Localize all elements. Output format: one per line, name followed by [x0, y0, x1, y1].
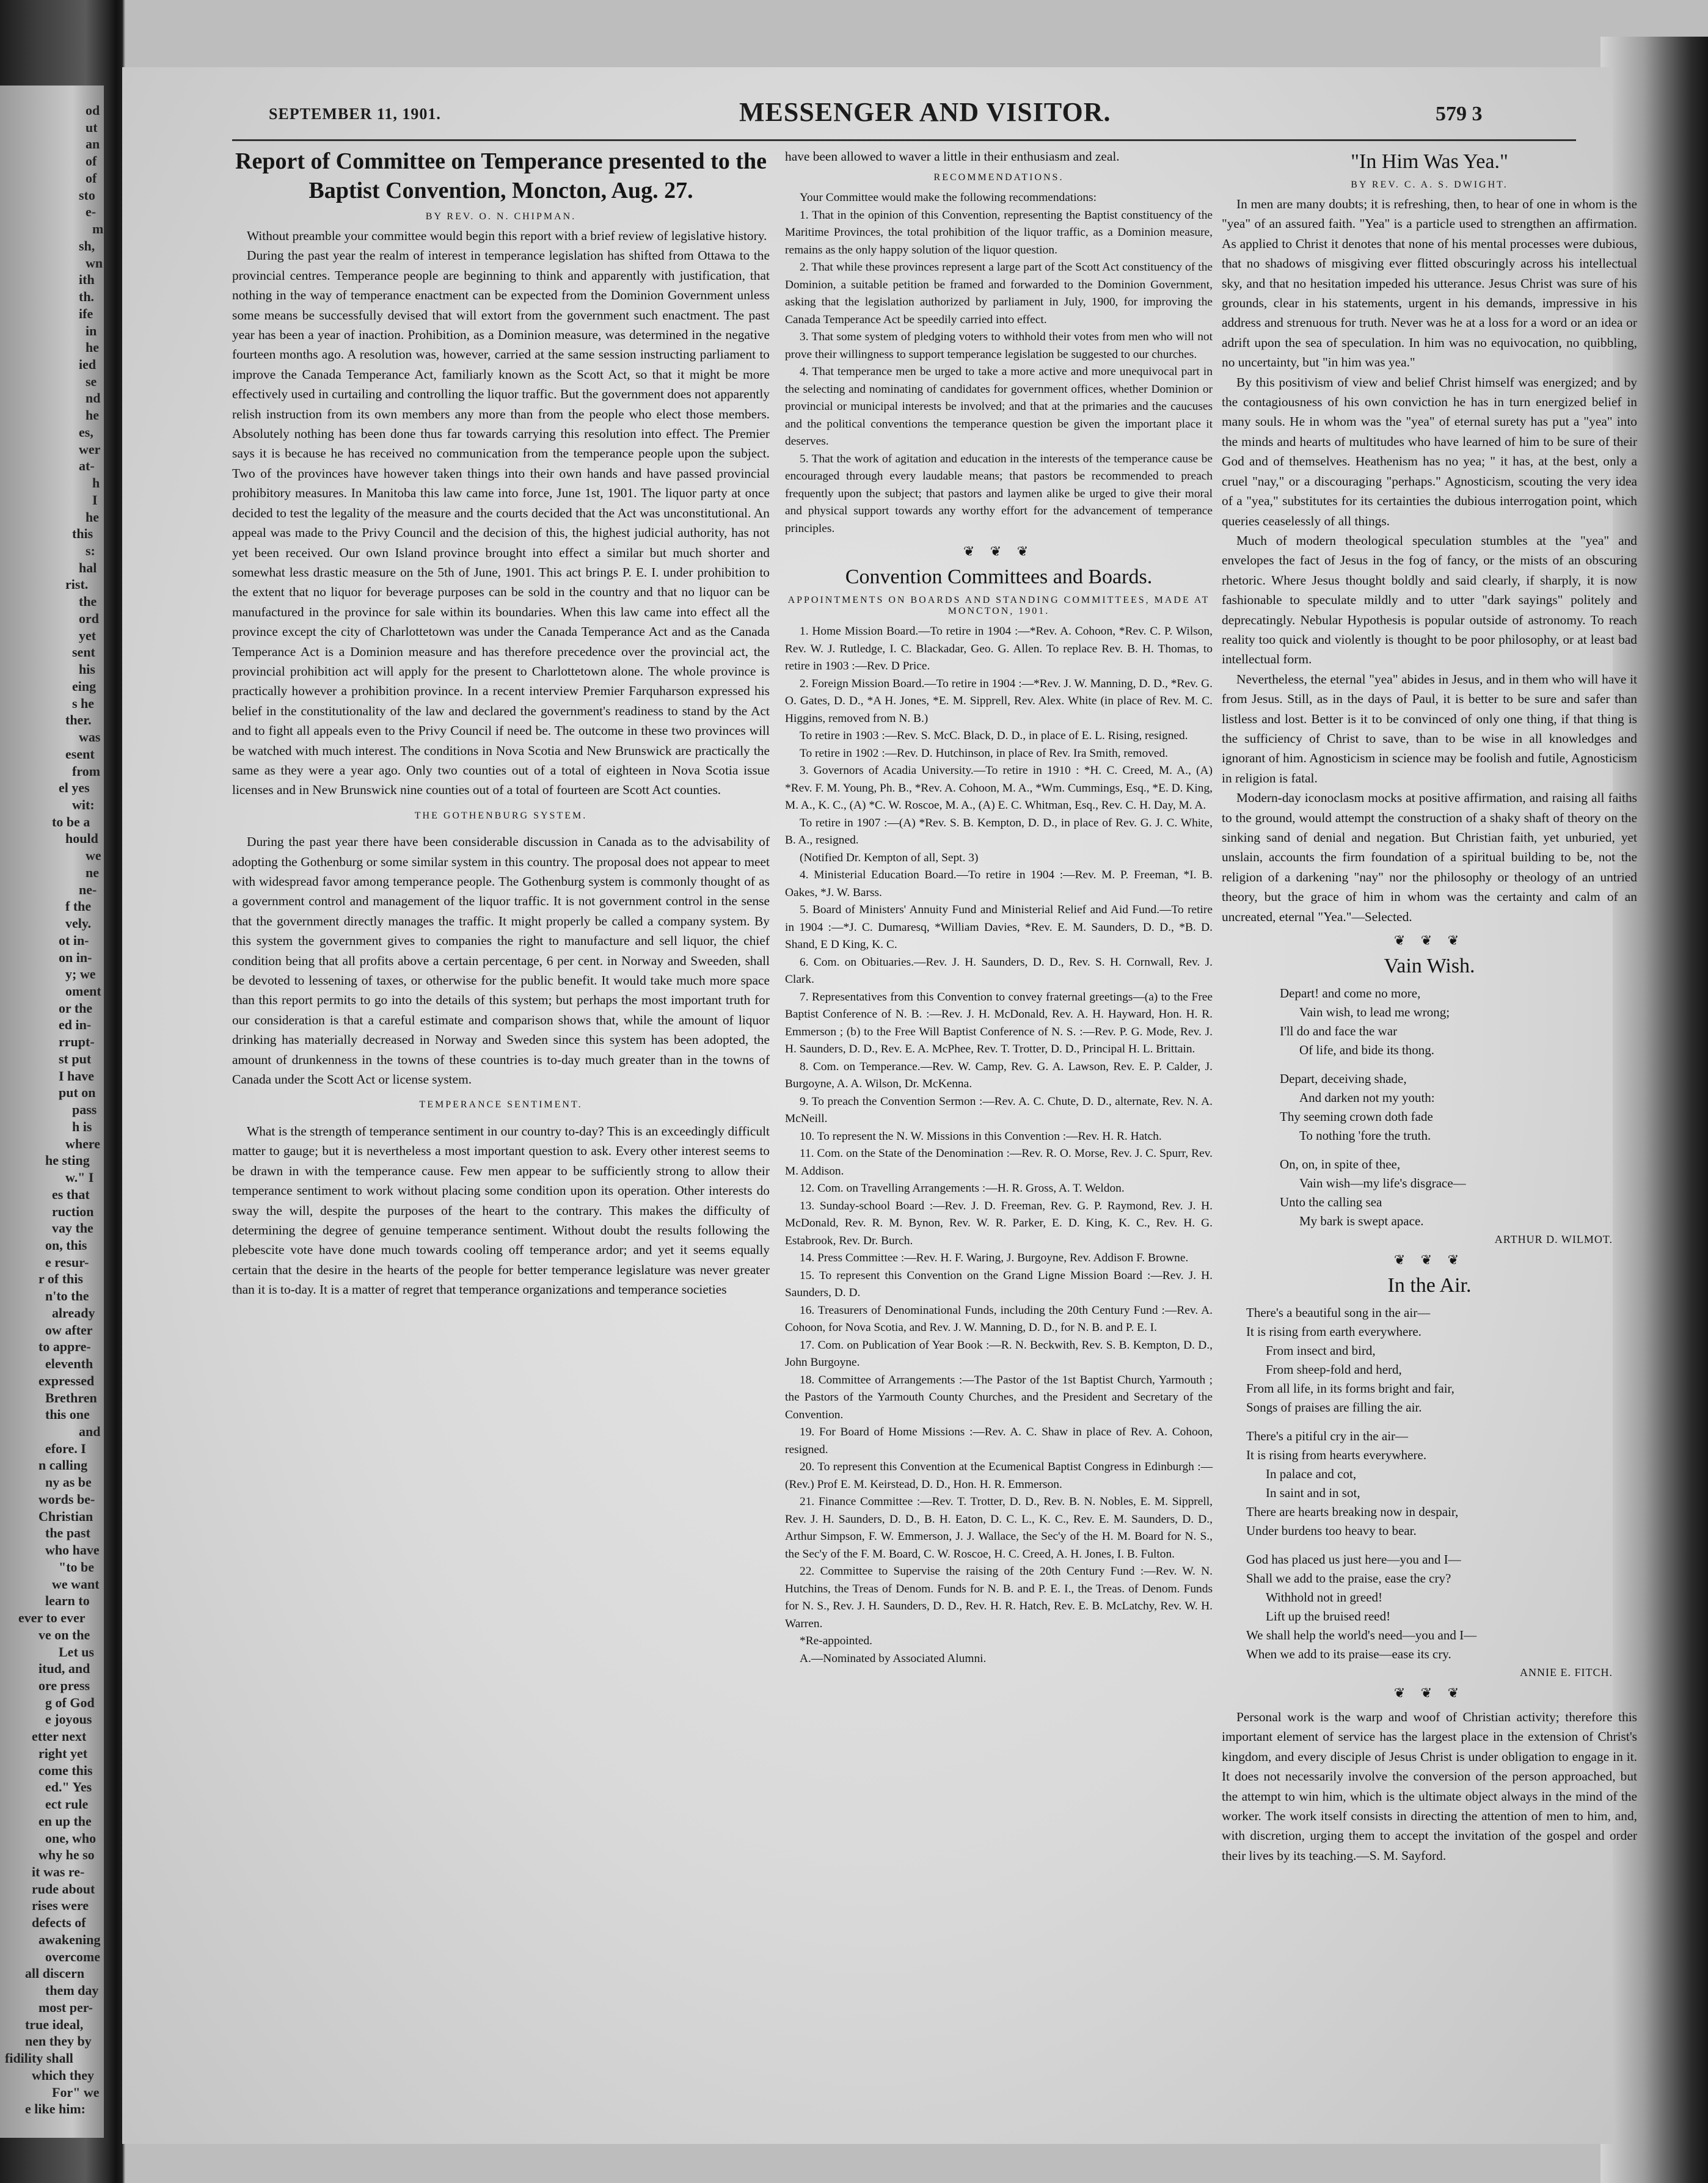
poem-line: Of life, and bide its thong. — [1299, 1043, 1435, 1058]
fragment-text: we want — [52, 1576, 100, 1592]
poem-line: It is rising from earth everywhere. — [1246, 1324, 1422, 1339]
fragment-text: one, who — [45, 1831, 97, 1846]
fragment-text: ith — [79, 272, 95, 287]
poem-line: Unto the calling sea — [1280, 1195, 1382, 1210]
fragment-text: "to be — [59, 1559, 95, 1575]
poem-line: Depart! and come no more, — [1280, 986, 1421, 1001]
poem-in-the-air — [1246, 1303, 1637, 1664]
poem-stanza — [1280, 984, 1637, 1060]
fragment-text: expressed — [38, 1373, 95, 1388]
list-item: 7. Representatives from this Convention to convey fraternal greetings—(a) to the Free Baptist Conference of N. B. :—Rev. J. H. McDonald, Rev. A. H. Hayward, Hon. H. R. Emmerson ; (b) to the Free Will Baptist Conference of N. S. :—Rev. P. G. Mode, Rev. J. H. Saunders, D. D., Rev. E. A. McPhee, Rev. T. Trotter, D. D., Principal H. L. Brittain. — [785, 990, 1213, 1056]
fragment-text: who have — [45, 1542, 100, 1558]
list-item: To retire in 1903 :—Rev. S. McC. Black, D. D., in place of E. L. Rising, resigned. — [800, 729, 1188, 743]
paragraph: Much of modern theological speculation stumbles at the "yea" and envelopes the fact of Jesus in the fog of fancy, or the mists of an obscuring rhetoric. Where Jesus thought boldly and said clearly, if sharply, it is now fashionable to speculate mildly and to utter "dark sayings" politely and deprecatingly. Nebular Hypothesis is popular outside of astronomy. To reach reality too quick and violently is thought to be poor philosophy, or at least bad intellectual form. — [1222, 533, 1637, 667]
fragment-text: For" we — [52, 2085, 100, 2100]
fragment-text: the — [79, 594, 97, 609]
adjacent-page-fragment — [0, 86, 104, 2138]
poem-line: There are hearts breaking now in despair, — [1246, 1504, 1459, 1520]
fragment-text: ever to ever — [18, 1610, 86, 1625]
article-title: Report of Committee on Temperance presented to the Baptist Convention, Moncton, Aug. 27. — [235, 148, 767, 203]
fragment-text: e like him: — [25, 2101, 86, 2116]
list-item: 18. Committee of Arrangements :—The Pastor of the 1st Baptist Church, Yarmouth ; the Pastors of the Yarmouth County Churches, and the President and Secretary of the Convention. — [785, 1373, 1213, 1421]
fragment-text: h — [92, 475, 100, 490]
list-item: 2. Foreign Mission Board.—To retire in 1904 :—*Rev. J. W. Manning, D. D., *Rev. G. O. Gates, D. D., *A H. Jones, *E. M. Sipprell, Rev. Alex. White (in place of Rev. M. C. Higgins, removed from N. B.) — [785, 677, 1213, 725]
column-temperance-report — [232, 147, 770, 1300]
fragment-text: them day — [45, 1983, 99, 1998]
fragment-text: ne- — [79, 882, 97, 897]
list-item: 3. That some system of pledging voters to withhold their votes from men who will not prove their willingness to support temperance legislation be suggested to our churches. — [785, 330, 1213, 361]
fragment-text: in — [86, 323, 97, 338]
poem-line: To nothing 'fore the truth. — [1299, 1128, 1431, 1143]
list-item: 6. Com. on Obituaries.—Rev. J. H. Saunders, D. D., Rev. S. H. Cornwall, Rev. J. Clark. — [785, 955, 1213, 986]
list-item: 22. Committee to Supervise the raising of the 20th Century Fund :—Rev. W. N. Hutchins, the Treas of Denom. Funds for N. B. and P. E. I., the Treas. of Denom. Funds for N. S., Rev. J. H. Saunders, D. D., Rev. H. R. Hatch, Rev. E. B. McLatchy, Rev. W. H. Warren. — [785, 1565, 1213, 1630]
poem-author: ARTHUR D. WILMOT. — [1494, 1233, 1613, 1246]
poem-stanza — [1246, 1427, 1637, 1540]
list-item: 19. For Board of Home Missions :—Rev. A. C. Shaw in place of Rev. A. Cohoon, resigned. — [785, 1426, 1213, 1456]
fragment-text: all discern — [25, 1966, 85, 1981]
fragment-text: vay the — [52, 1220, 93, 1236]
poem-line: In saint and in sot, — [1266, 1485, 1360, 1501]
paragraph: Personal work is the warp and woof of Christian activity; therefore this important element of service has the largest place in the extension of Christ's kingdom, and every disciple of Jesus Christ is under obligation to engage in it. It does not necessarily involve the conversion of the person approached, but the attempt to win him, which is the ultimate object always in the mind of the worker. The work itself consists in directing the attention of men to him, and, with discretion, urging them to accept the invitation of the gospel and order their lives by its teaching.—S. M. Sayford. — [1222, 1710, 1637, 1863]
fragment-text: eleventh — [45, 1356, 93, 1371]
poem-line: From sheep-fold and herd, — [1266, 1362, 1402, 1377]
fragment-text: ther. — [65, 712, 92, 727]
fragment-text: ruction — [52, 1204, 94, 1219]
poem-line: In palace and cot, — [1266, 1467, 1357, 1482]
paragraph: What is the strength of temperance sentiment in our country to-day? This is an exceedingly difficult matter to gauge; but it is nevertheless a most important question to ask. Every other interest seems to be drawn in with the temperance cause. Few men appear to be sufficiently strong to allow their temperance sentiment to work without placing some condition upon its operation. Other interests do sway the will, despite the purposes of the heart to the contrary. This makes the difficulty of determining the degree of genuine temperance sentiment. Without doubt the results following the plebescite vote have done much towards cooling off temperance ardor; and yet it seems equally certain that the desire in the hearts of the people for better temperance legislature was never greater than it is to-day. It is a matter of regret that temperance organizations and temperance societies — [232, 1123, 770, 1297]
fragment-text: m — [92, 221, 104, 236]
fragment-text: to appre- — [38, 1339, 91, 1354]
fragment-text: e resur- — [45, 1255, 89, 1270]
fragment-text: yet — [79, 628, 97, 643]
section-heading: RECOMMENDATIONS. — [933, 172, 1064, 183]
fragment-text: nd — [86, 390, 101, 406]
fragment-text: vely. — [65, 916, 92, 931]
fragment-text: from — [72, 764, 101, 779]
column-in-him-was-yea — [1222, 147, 1637, 1865]
fragment-text: w." I — [65, 1170, 94, 1185]
poem-line: Vain wish, to lead me wrong; — [1299, 1005, 1450, 1020]
article-title: "In Him Was Yea." — [1351, 150, 1508, 173]
section-title: Convention Committees and Boards. — [845, 566, 1153, 589]
fragment-text: he — [86, 509, 99, 525]
fragment-text: ed in- — [59, 1017, 92, 1032]
newspaper-title: MESSENGER AND VISITOR. — [739, 97, 1111, 127]
poem-title: In the Air. — [1387, 1274, 1472, 1297]
fragment-text: esent — [65, 746, 95, 762]
fragment-text: e joyous — [45, 1711, 92, 1727]
article-byline: BY REV. C. A. S. DWIGHT. — [1351, 180, 1508, 190]
fragment-text: rises were — [32, 1898, 89, 1913]
poem-line: Vain wish—my life's disgrace— — [1299, 1176, 1466, 1191]
paragraph: In men are many doubts; it is refreshing, then, to hear of one in whom is the "yea" of an assured faith. "Yea" is a particle used to strengthen an affirmation. As applied to Christ it denotes that none of his mental processes were dubious, that no shadows of misgiving ever flitted obscuringly across his intellectual sky, and that no hesitation impeded his utterance. Jesus Christ was sure of his grounds, clear in his statements, urgent in his demands, impressive in his address and strenuous for truth. Never was he at a loss for a word or an idea or adrift upon the sea of speculation. In him was no equivocation, no quibbling, no uncertainty, but "in him was yea." — [1222, 197, 1637, 370]
fragment-text: right yet — [38, 1746, 88, 1761]
article-body — [1222, 194, 1637, 927]
paragraph: During the past year the realm of interest in temperance legislation has shifted from Ottawa to the provincial centres. Temperance people are beginning to think and apparently with justification, that nothing in the way of temperance enactment can be expected from the Dominion Government unless some means be successfully devised that will extort from the government such enactment. The past year has been a year of inaction. Prohibition, as a Dominion measure, was determined in the negative fourteen months ago. A resolution was, however, carried at the same session instructing parliament to improve the Canada Temperance Act, familiarly known as the Scott Act, so that it might be more effectively used in curtailing and controlling the liquor traffic. But the government does not apparently relish instruction from its own members any more than from the people who elect those members. Absolutely nothing has been done thus far towards carrying this resolution into effect. The Premier says it is because he has received no communication from the temperance people upon the subject. Two of the provinces have however taken things into their own hands and have passed provincial prohibitory measures. In Manitoba this law came into force, June 1st, 1901. The liquor party at once decided to test the legality of the measure and the courts decided that the Act was unconstitutional. An appeal was made to the Privy Council and the decision of this, the highest judicial authority, has not yet been received. Our own Island province brought into effect a similar but much shorter and somewhat less drastic measure on the 5th of June, 1901. This act brings P. E. I. under prohibition to the extent that no liquor for beverage purposes can be sold in the country and that no liquor can be manufactured in the province for sale within its boundaries. When this law came into effect all the province except the city of Charlottetown was under the Canada Temperance Act and as the Canada Temperance Act is a Dominion measure and has therefore precedence over the provincial act, the provincial prohibition act will apply for the present to Charlottetown alone. The whole province is practically however a prohibition province. In a recent interview Premier Farquharson expressed his belief in the constitutionality of the law and declared the government's readiness to stand by the Act and to fight all appeals even to the Privy Council if need be. The outcome in these two provinces will be watched with much interest. The conditions in Nova Scotia and New Brunswick are practically the same as they were a year ago. Only two counties out of a total of eighteen in Nova Scotia issue licenses and in New Brunswick nine counties out of a total of fourteen are Scott Act counties. — [232, 248, 770, 798]
fragment-text: efore. I — [45, 1441, 86, 1456]
poem-line: Lift up the bruised reed! — [1266, 1609, 1391, 1624]
fragment-text: ect rule — [45, 1796, 89, 1812]
fragment-text: rude about — [32, 1881, 95, 1897]
fragment-text: he — [86, 407, 99, 423]
fragment-text: nen they by — [25, 2033, 92, 2049]
issue-date: SEPTEMBER 11, 1901. — [269, 105, 441, 123]
fragment-text: his — [79, 661, 95, 677]
header-rule — [232, 139, 1576, 141]
article-body — [232, 226, 770, 1300]
fragment-text: Brethren — [45, 1390, 97, 1405]
fragment-text: why he so — [38, 1847, 95, 1862]
fragment-text: of — [86, 153, 97, 169]
fragment-text: st put — [59, 1051, 92, 1066]
poem-line: There's a beautiful song in the air— — [1246, 1305, 1431, 1321]
fragment-text: ot in- — [59, 933, 89, 948]
fragment-text: se — [86, 374, 97, 389]
fragment-text: this — [72, 526, 93, 541]
poem-line: From all life, in its forms bright and fair, — [1246, 1381, 1454, 1396]
list-item: 1. That in the opinion of this Convention, representing the Baptist constituency of the Maritime Provinces, the total prohibition of the liquor traffic, as a Dominion measure, remains as the only happy solution of the liquor question. — [785, 208, 1213, 257]
fragment-text: at- — [79, 458, 95, 473]
list-item: 11. Com. on the State of the Denomination :—Rev. R. O. Morse, Rev. J. C. Spurr, Rev. M. Addison. — [785, 1147, 1213, 1178]
fragment-text: wer — [79, 442, 101, 457]
poem-line: Songs of praises are filling the air. — [1246, 1400, 1422, 1415]
ornament-divider: ❦ ❦ ❦ — [963, 544, 1035, 559]
list-item: 12. Com. on Travelling Arrangements :—H. R. Gross, A. T. Weldon. — [800, 1182, 1125, 1195]
fragment-text: od — [86, 103, 100, 118]
fragment-text: overcome — [45, 1949, 100, 1964]
article-byline: BY REV. O. N. CHIPMAN. — [425, 211, 577, 222]
closing-paragraph — [1222, 1707, 1637, 1865]
poem-line: My bark is swept apace. — [1299, 1214, 1424, 1229]
fragment-text: sto — [79, 188, 95, 203]
fragment-text: f the — [65, 898, 92, 914]
poem-line: Depart, deceiving shade, — [1280, 1071, 1407, 1087]
fragment-text: learn to — [45, 1593, 90, 1608]
fragment-text: words be- — [38, 1492, 95, 1507]
fragment-text: n calling — [38, 1457, 88, 1473]
fragment-text: es that — [52, 1187, 90, 1202]
fragment-text: pass — [72, 1102, 97, 1117]
fragment-text: el yes — [59, 780, 90, 795]
fragment-text: ne — [86, 865, 99, 880]
column-recommendations — [785, 147, 1213, 1667]
poem-stanza — [1280, 1070, 1637, 1145]
masthead — [122, 67, 1613, 134]
fragment-text: on in- — [59, 950, 92, 965]
fragment-text: th. — [79, 289, 95, 304]
list-item: 1. Home Mission Board.—To retire in 1904 :—*Rev. A. Cohoon, *Rev. C. P. Wilson, Rev. W. J. Rutledge, I. C. Blackadar, Geo. G. Allen. To replace Rev. B. H. Thomas, to retire in 1903 :—Rev. D Price. — [785, 625, 1213, 673]
poem-line: I'll do and face the war — [1280, 1024, 1398, 1039]
fragment-text: awakening — [38, 1932, 101, 1947]
fragment-text: ut — [86, 120, 98, 135]
fragment-text: oment — [65, 983, 101, 999]
fragment-text: rrupt- — [59, 1034, 95, 1049]
paragraph: Modern-day iconoclasm mocks at positive affirmation, and raising all faiths to the ground, would attempt the construction of a shaky shaft of theory on the sinking sand of denial and negation. But Christian faith, yet unburied, yet unslain, accounts the firm foundation of a spiritual building to be, not the religion of a darkening "nay" nor the philosophy or theology of an untried theory, but the grace of him in whom was the certainty and calm of an uncreated, eternal "Yea."—Selected. — [1222, 790, 1637, 924]
fragment-text: already — [52, 1305, 95, 1321]
list-item: 5. Board of Ministers' Annuity Fund and Ministerial Relief and Aid Fund.—To retire in 1904 :—*J. C. Dumaresq, *William Davies, *Rev. E. M. Saunders, D. D., *B. D. Shand, E D King, K. C. — [785, 903, 1213, 952]
list-item: (Notified Dr. Kempton of all, Sept. 3) — [800, 851, 979, 864]
fragment-text: was — [79, 729, 101, 745]
ornament-divider: ❦ ❦ ❦ — [1393, 1252, 1465, 1268]
fragment-text: s: — [86, 543, 95, 558]
list-item: 15. To represent this Convention on the Grand Ligne Mission Board :—Rev. J. H. Saunders, D. D. — [785, 1269, 1213, 1300]
list-item: 5. That the work of agitation and education in the interests of the temperance cause be encouraged through every laudable means; that pastors be recommended to preach frequently upon the subject; that pastors and laymen alike be urged to give their moral and physical support towards any worthy effort for the advancement of temperance principles. — [785, 452, 1213, 535]
fragment-text: he — [86, 340, 99, 355]
section-heading: APPOINTMENTS ON BOARDS AND STANDING COMMITTEES, MADE AT MONCTON, 1901. — [787, 595, 1210, 617]
fragment-text: of — [86, 170, 97, 186]
list-item: 21. Finance Committee :—Rev. T. Trotter, D. D., Rev. B. N. Nobles, E. M. Sipprell, Rev. J. H. Saunders, D. D., B. H. Eaton, D. C. L., K. C., Rev. E. M. Saunders, D. D., Arthur Simpson, F. W. Emmerson, J. J. Wallace, the Sec'y of the H. M. Board for N. S., the Sec'y of the F. M. Board, C. W. Roscoe, H. C. Creed, A. H. Jones, I. B. Fulton. — [785, 1495, 1213, 1561]
poem-line: From insect and bird, — [1266, 1343, 1376, 1358]
fragment-text: true ideal, — [25, 2017, 84, 2032]
fragment-text: g of God — [45, 1695, 95, 1710]
section-heading: TEMPERANCE SENTIMENT. — [419, 1099, 583, 1110]
fragment-text: etter next — [32, 1729, 87, 1744]
fragment-text: to be a — [52, 814, 90, 829]
poem-line: When we add to its praise—ease its cry. — [1246, 1647, 1451, 1662]
ornament-divider: ❦ ❦ ❦ — [1393, 1685, 1465, 1701]
section-heading: THE GOTHENBURG SYSTEM. — [414, 810, 588, 821]
fragment-text: come this — [38, 1763, 93, 1778]
paragraph: Your Committee would make the following recommendations: — [800, 191, 1097, 205]
fragment-text: Let us — [59, 1644, 95, 1660]
paragraph: Nevertheless, the eternal "yea" abides in Jesus, and in them who will have it from Jesus. Still, as in the days of Paul, it is better to be sure and safer than listless and lost. Better is it to be convinced of only one thing, if that thing is the sufficiency of Christ to save, than to be wise in all knowledges and ignorant of him. Agnosticism in science may be foolish and futile, Agnosticism in religion is fatal. — [1222, 671, 1637, 785]
fragment-text: where — [65, 1136, 101, 1151]
newspaper-page — [122, 67, 1637, 2144]
list-item: 3. Governors of Acadia University.—To retire in 1910 : *H. C. Creed, M. A., (A) *Rev. F. M. Young, Ph. B., *Rev. A. Cohoon, M. A., *Wm. Cummings, Esq., *E. D. King, M. A., K. C., (A) *C. W. Roscoe, M. A., (A) E. C. Whitman, Esq., Rev. C. H. Day, M. A. — [785, 764, 1213, 812]
fragment-text: ore press — [38, 1678, 90, 1693]
fragment-text: ve on the — [38, 1627, 90, 1642]
poem-line: Under burdens too heavy to bear. — [1246, 1523, 1417, 1539]
fragment-text: and — [79, 1424, 101, 1439]
fragment-text: ny as be — [45, 1474, 92, 1490]
list-item: 10. To represent the N. W. Missions in this Convention :—Rev. H. R. Hatch. — [800, 1129, 1162, 1143]
fragment-text: wn — [86, 255, 103, 271]
appointments-list — [785, 623, 1213, 1667]
poem-line: On, on, in spite of thee, — [1280, 1157, 1401, 1172]
list-item: 14. Press Committee :—Rev. H. F. Waring, J. Burgoyne, Rev. Addison F. Browne. — [800, 1252, 1189, 1265]
fragment-text: r of this — [38, 1271, 83, 1286]
poem-line: There's a pitiful cry in the air— — [1246, 1429, 1409, 1444]
fragment-text: defects of — [32, 1915, 86, 1930]
fragment-text: put on — [59, 1085, 96, 1100]
poem-line: Shall we add to the praise, ease the cry? — [1246, 1571, 1451, 1586]
fragment-text: rist. — [65, 577, 89, 592]
list-item: 2. That while these provinces represent a large part of the Scott Act constituency of the Dominion, a suitable petition be framed and forwarded to the Dominion Government, asking that the legislation authorized by parliament in July, 1900, for improving the Canada Temperance Act be speedily carried into effect. — [785, 261, 1213, 326]
list-item: 8. Com. on Temperance.—Rev. W. Camp, Rev. G. A. Lawson, Rev. E. P. Calder, J. Burgoyne, A. A. Wilson, Dr. McKenna. — [785, 1060, 1213, 1091]
poem-line: It is rising from hearts everywhere. — [1246, 1448, 1427, 1463]
list-item: *Re-appointed. — [800, 1635, 873, 1648]
poem-author: ANNIE E. FITCH. — [1520, 1666, 1613, 1679]
fragment-text: he sting — [45, 1153, 90, 1168]
fragment-text: an — [86, 136, 100, 151]
poem-line: And darken not my youth: — [1299, 1090, 1435, 1106]
poem-line: God has placed us just here—you and I— — [1246, 1552, 1461, 1567]
fragment-text: ow after — [45, 1322, 93, 1338]
fragment-text: sh, — [79, 238, 95, 253]
paragraph: During the past year there have been considerable discussion in Canada as to the advisability of adopting the Gothenburg or some similar system in this country. The proposal does not appear to meet with widespread favor among temperance people. The Gothenburg system is commonly thought of as a government control and management of the liquor traffic. It is not government control in the sense that the government directly manages the traffic. It might properly be called a company system. By this system the government gives to companies the right to manufacture and sell liquor, the chief condition being that all profits above a certain percentage, 6 per cent. in Norway and Sweeden, shall be devoted to lessening of taxes, or otherwise for the public benefit. It would take much more space than this report permits to go into the details of this system; but perhaps the most important truth for our consideration is that a careful estimate and comparison shows that, while the amount of liquor drinking has materially decreased in Norway and Sweden since this system has been adopted, the amount of drunkenness in the towns of these countries is to-day much greater than in the towns of Canada under the Scott Act or license system. — [232, 834, 770, 1087]
fragment-text: es, — [79, 425, 93, 440]
fragment-text: itud, and — [38, 1661, 90, 1676]
fragment-text: the past — [45, 1525, 90, 1540]
list-item: 9. To preach the Convention Sermon :—Rev. A. C. Chute, D. D., alternate, Rev. N. A. McNeill. — [785, 1095, 1213, 1126]
fragment-text: en up the — [38, 1813, 92, 1829]
fragment-text: we — [86, 848, 101, 863]
list-item: To retire in 1907 :—(A) *Rev. S. B. Kempton, D. D., in place of Rev. G. J. C. White, B. A., resigned. — [785, 816, 1213, 847]
list-item: 20. To represent this Convention at the Ecumenical Baptist Congress in Edinburgh :—(Rev.) Prof E. M. Keirstead, D. D., Hon. H. R. Emmerson. — [785, 1460, 1213, 1491]
poem-vain-wish — [1280, 984, 1637, 1231]
fragment-text: I have — [59, 1068, 95, 1084]
poem-stanza — [1280, 1155, 1637, 1231]
list-item: To retire in 1902 :—Rev. D. Hutchinson, in place of Rev. Ira Smith, removed. — [800, 746, 1169, 760]
fragment-text: on, this — [45, 1237, 87, 1253]
poem-stanza — [1246, 1550, 1637, 1664]
fragment-text: y; we — [65, 966, 96, 982]
list-item: 4. That temperance men be urged to take a more active and more unequivocal part in the selecting and nominating of candidates for government offices, whether Dominion or provincial or municipal interests be involved; and that at the primaries and the caucuses and the political conventions the temperance question be given the important place it deserves. — [785, 365, 1213, 448]
list-item: 17. Com. on Publication of Year Book :—R. N. Beckwith, Rev. S. B. Kempton, D. D., John Burgoyne. — [785, 1338, 1213, 1369]
list-item: A.—Nominated by Associated Alumni. — [800, 1652, 987, 1665]
poem-stanza — [1246, 1303, 1637, 1417]
list-item: 13. Sunday-school Board :—Rev. J. D. Freeman, Rev. G. P. Raymond, Rev. J. H. McDonald, Rev. R. M. Bynon, Rev. W. R. Parker, E. D. King, K. C., Rev. H. G. Estabrook, Rev. Dr. Burch. — [785, 1199, 1213, 1247]
fragment-text: eing — [72, 679, 97, 694]
fragment-text: ied — [79, 357, 97, 372]
fragment-text: s he — [72, 696, 95, 711]
fragment-text: n'to the — [45, 1288, 89, 1303]
fragment-text: h is — [72, 1119, 92, 1134]
fragment-text: or the — [59, 1000, 93, 1016]
fragment-text: sent — [72, 644, 95, 660]
fragment-text: ord — [79, 611, 99, 626]
fragment-text: e- — [86, 204, 97, 219]
page-number: 579 3 — [1436, 103, 1483, 125]
poem-line: We shall help the world's need—you and I— — [1246, 1628, 1477, 1643]
list-item: 16. Treasurers of Denominational Funds, including the 20th Century Fund :—Rev. A. Cohoon, for Nova Scotia, and Rev. J. W. Manning, D. D., for N. B. and P. E. I. — [785, 1303, 1213, 1335]
poem-title: Vain Wish. — [1384, 955, 1475, 978]
fragment-text: hould — [65, 831, 98, 846]
fragment-text: most per- — [38, 2000, 93, 2015]
list-item: 4. Ministerial Education Board.—To retire in 1904 :—Rev. M. P. Freeman, *I. B. Oakes, *J. W. Barss. — [785, 869, 1213, 899]
poem-line: Thy seeming crown doth fade — [1280, 1109, 1433, 1124]
continued-text: have been allowed to waver a little in their enthusiasm and zeal. — [785, 149, 1120, 164]
fragment-text: ed." Yes — [45, 1779, 92, 1795]
fragment-text: this one — [45, 1407, 90, 1422]
ornament-divider: ❦ ❦ ❦ — [1393, 933, 1465, 949]
paragraph: By this positivism of view and belief Christ himself was energized; and by the contagiousness of his own conviction he has in turn energized belief in many souls. He in whom was the "yea" of eternal surety has put a "yea" into the minds and hearts of multitudes who have learned of him to be sure of their God and of themselves. Heathenism has no yea; " it has, at the best, only a cruel "nay," or a discouraging "perhaps." Agnosticism, scouting the very idea of a "yea," substitutes for its certainties the dubious interrogation point, which queries ceaselessly of all things. — [1222, 374, 1637, 528]
recommendations-list — [785, 189, 1213, 538]
fragment-text: Christian — [38, 1509, 93, 1524]
fragment-text: wit: — [72, 797, 95, 812]
fragment-text: hal — [79, 560, 97, 575]
fragment-text: ife — [79, 306, 93, 321]
fragment-text: fidility shall — [5, 2050, 73, 2066]
fragment-text: it was re- — [32, 1864, 85, 1879]
fragment-text: I — [92, 492, 98, 508]
fragment-text: which they — [32, 2068, 95, 2083]
poem-line: Withhold not in greed! — [1266, 1590, 1383, 1605]
paragraph: Without preamble your committee would begin this report with a brief review of legislative history. — [247, 228, 767, 243]
